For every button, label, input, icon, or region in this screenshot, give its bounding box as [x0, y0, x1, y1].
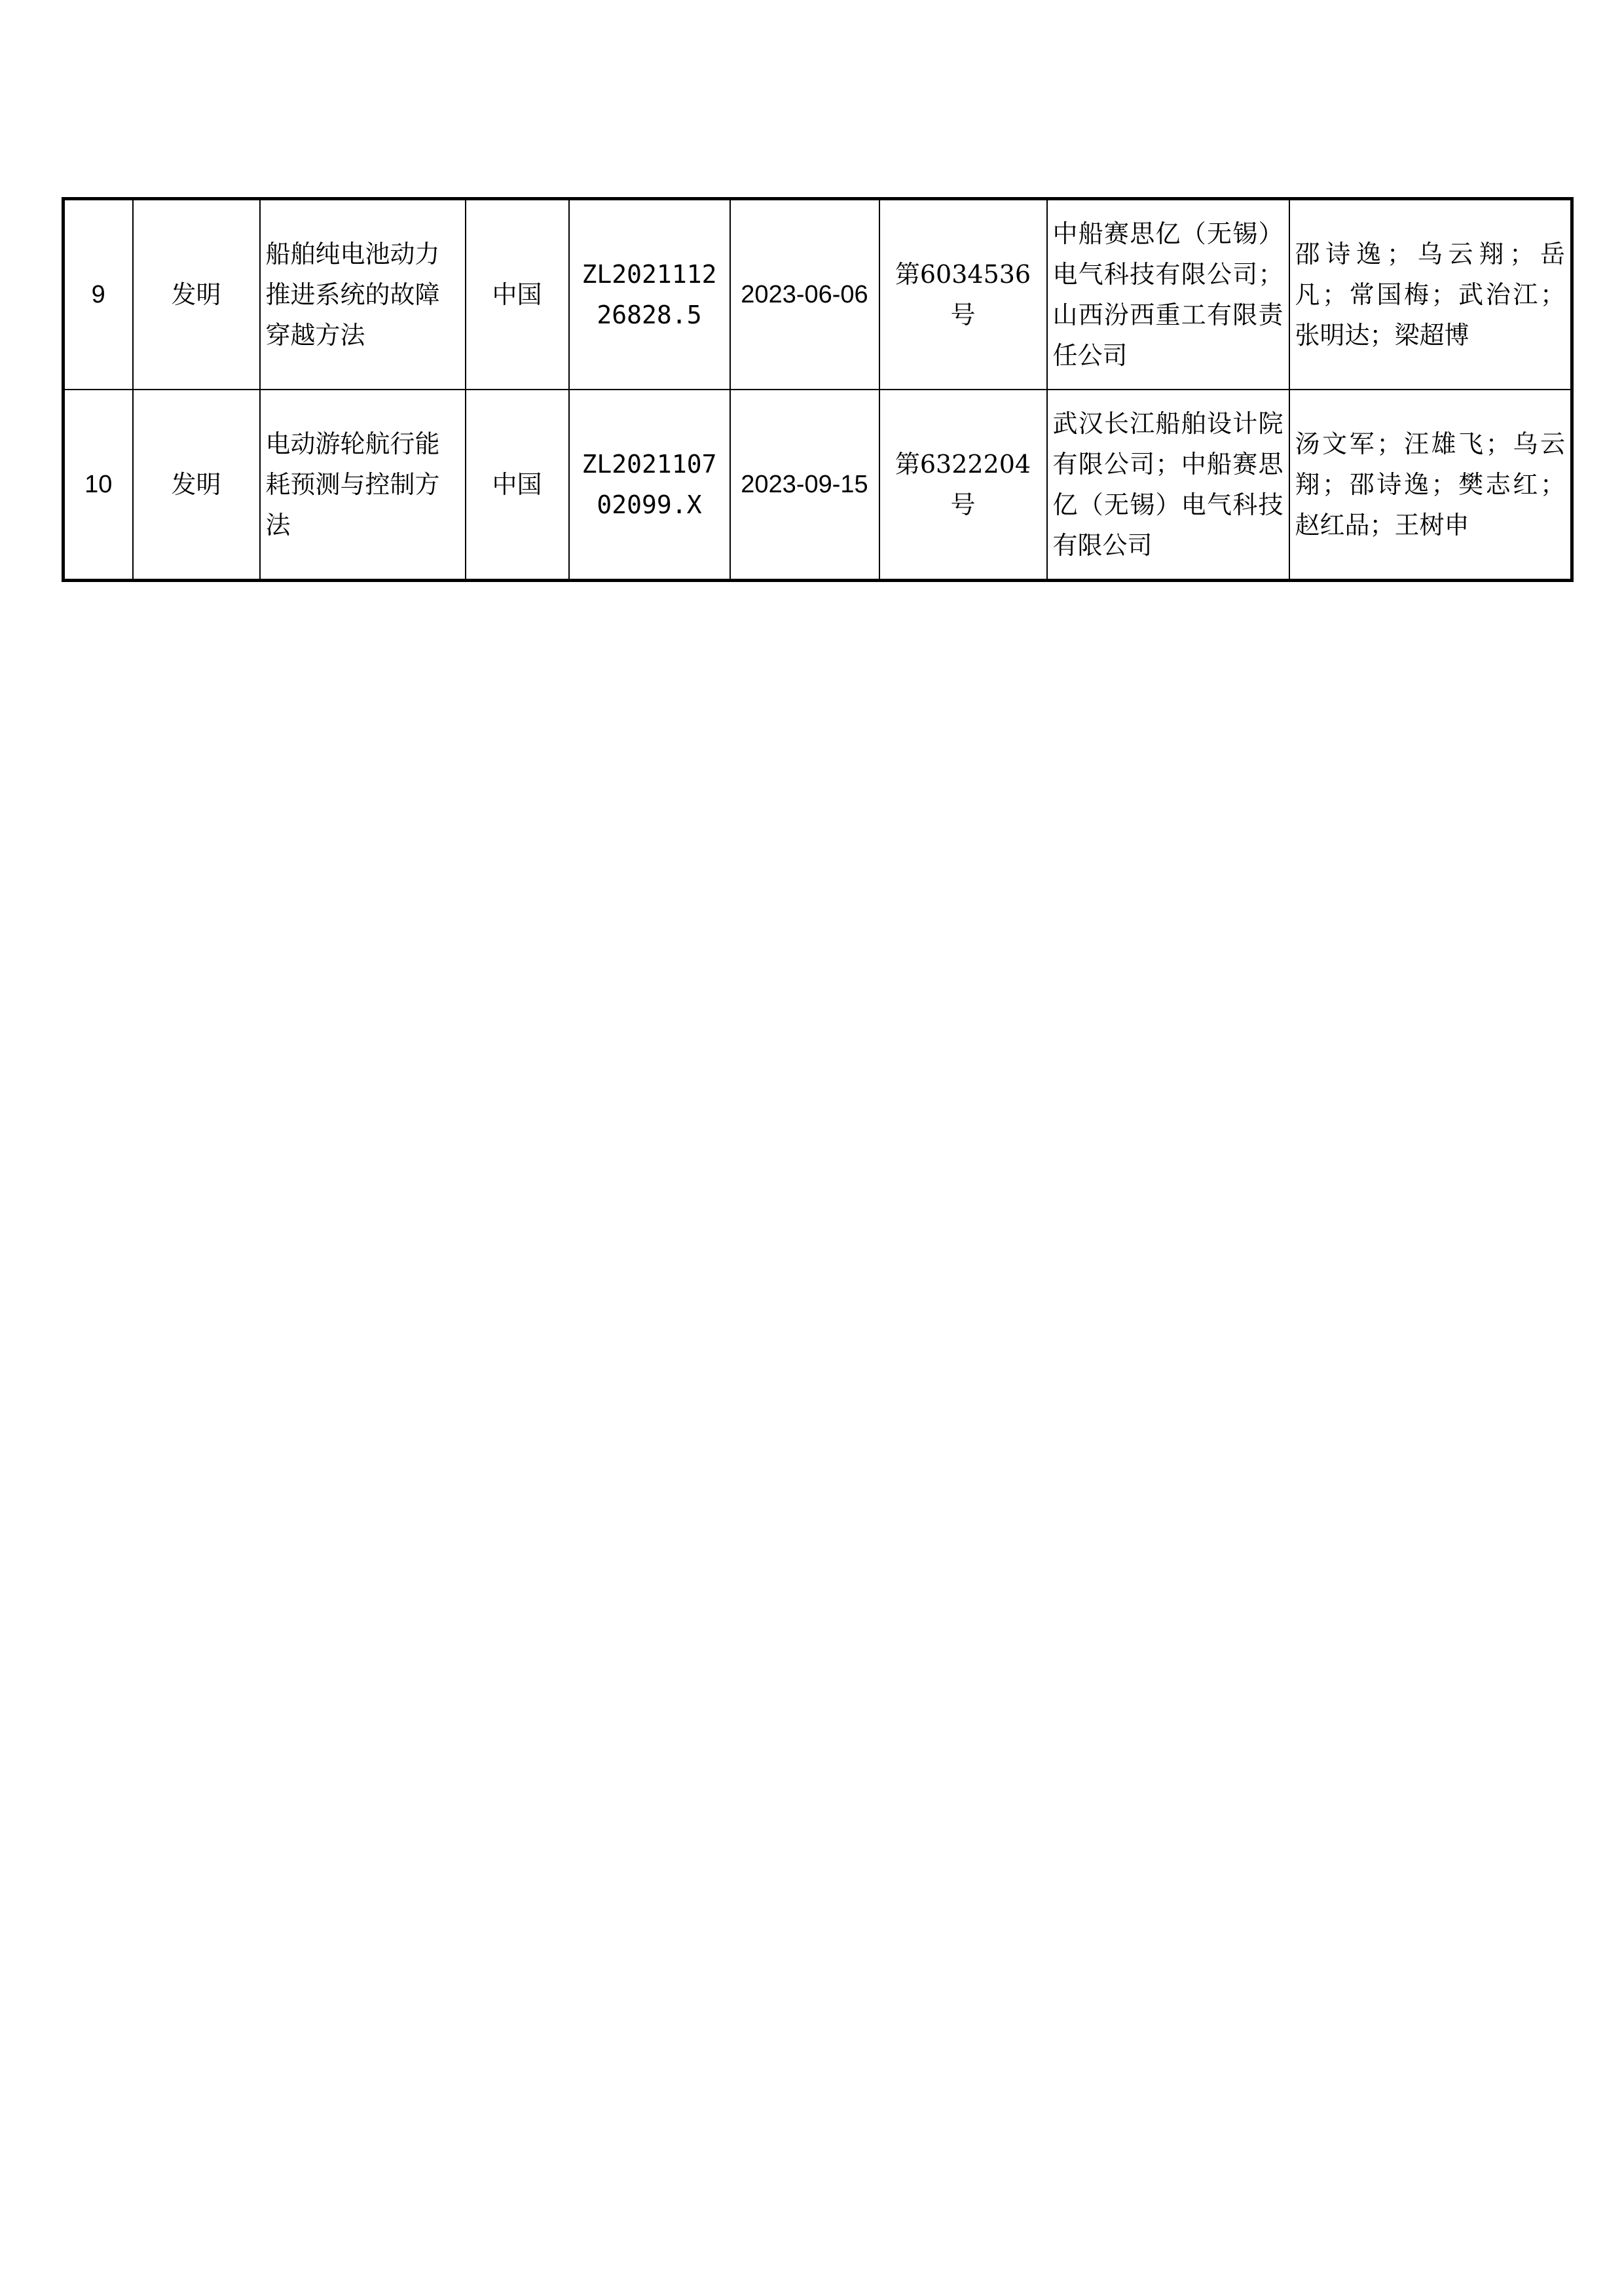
patent-type: 发明	[133, 390, 260, 581]
grant-date: 2023-06-06	[730, 199, 879, 390]
certificate-number: 第6322204号	[879, 390, 1047, 581]
row-index: 10	[64, 390, 133, 581]
patent-number: ZL202111226828.5	[569, 199, 730, 390]
table-row	[64, 390, 1572, 581]
patent-table	[62, 197, 1574, 582]
patent-owner: 武汉长江船舶设计院有限公司；中船赛思亿（无锡）电气科技有限公司	[1047, 390, 1289, 581]
patent-title: 船舶纯电池动力推进系统的故障穿越方法	[260, 199, 466, 390]
patent-inventors: 汤文军；汪雄飞；乌云翔；邵诗逸；樊志红；赵红品；王树申	[1289, 390, 1572, 581]
certificate-number: 第6034536号	[879, 199, 1047, 390]
patent-title: 电动游轮航行能耗预测与控制方法	[260, 390, 466, 581]
patent-owner: 中船赛思亿（无锡）电气科技有限公司；山西汾西重工有限责任公司	[1047, 199, 1289, 390]
patent-inventors: 邵诗逸；乌云翔；岳凡；常国梅；武治江；张明达；梁超博	[1289, 199, 1572, 390]
row-index: 9	[64, 199, 133, 390]
patent-country: 中国	[466, 199, 569, 390]
patent-type: 发明	[133, 199, 260, 390]
patent-number: ZL202110702099.X	[569, 390, 730, 581]
grant-date: 2023-09-15	[730, 390, 879, 581]
patent-country: 中国	[466, 390, 569, 581]
table-row	[64, 199, 1572, 390]
